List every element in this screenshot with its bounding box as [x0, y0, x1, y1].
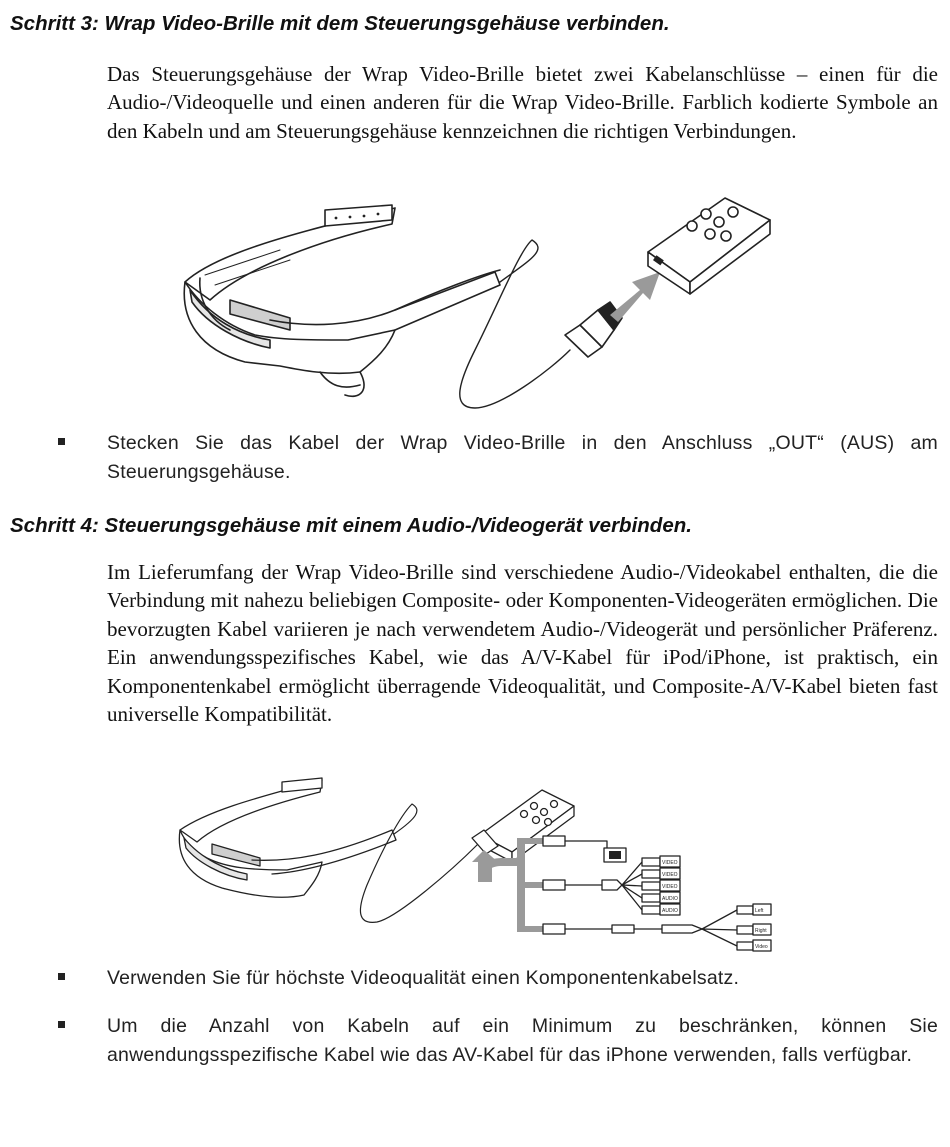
component-plug-label: AUDIO: [662, 896, 678, 902]
composite-plug-label: Right: [755, 928, 767, 934]
bullet-square-icon: [58, 1021, 65, 1028]
step4-paragraph: Im Lieferumfang der Wrap Video-Brille sind verschiedene Audio-/Videokabel enthalten, die die Verbindung mit nahezu beliebigen Composite- oder Komponenten-Videogeräten ermöglichen. Die bevorzugten Kabel variieren je nach verwendetem Audio-/Videogerät und persönlicher Präferenz. Ein anwendungsspezifisches Kabel, wie das A/V-Kabel für iPod/iPhone, ist praktisch, ein Komponentenkabel ermöglicht überragende Videoqualität, und Composite-A/V-Kabel bieten fast universelle Kompatibilität.: [107, 560, 938, 727]
goggles-cable-connector: [565, 302, 622, 357]
step4-bullet-text: Um die Anzahl von Kabeln auf ein Minimum zu beschränken, können Sie anwendungsspezifische Kabel wie das AV-Kabel für das iPhone verwenden, falls verfügbar.: [107, 1015, 938, 1066]
video-goggles-illustration-small: [179, 778, 396, 897]
composite-plug-label: Video: [755, 944, 768, 950]
bullet-square-icon: [58, 438, 65, 445]
step3-bullet-text: Stecken Sie das Kabel der Wrap Video-Brille in den Anschluss „OUT“ (AUS) am Steuerungsgehäuse.: [107, 432, 938, 483]
step3-paragraph: Das Steuerungsgehäuse der Wrap Video-Brille bietet zwei Kabelanschlüsse – einen für die Audio-/Videoquelle und einen anderen für die Wrap Video-Brille. Farblich kodierte Symbole an den Kabeln und am Steuerungsgehäuse kennzeichnen die richtigen Verbindungen.: [107, 62, 938, 143]
step3-heading: Schritt 3: Wrap Video-Brille mit dem Steuerungsgehäuse verbinden.: [10, 12, 670, 35]
component-plug-label: VIDEO: [662, 884, 678, 890]
app-specific-cable-illustration: [543, 836, 626, 862]
composite-plug-label: Left: [755, 908, 764, 914]
step4-bullet-item: [58, 1012, 938, 1069]
figure-control-box-to-av-cables: [172, 750, 787, 955]
step3-bullet-item: [58, 429, 938, 486]
component-cable-illustration: [543, 856, 680, 915]
connection-arrow-icon: [610, 272, 660, 322]
step4-bullet-text: Verwenden Sie für höchste Videoqualität einen Komponentenkabelsatz.: [107, 967, 740, 989]
component-plug-label: VIDEO: [662, 872, 678, 878]
step4-bullet-item: [58, 964, 938, 993]
video-goggles-illustration: [184, 205, 500, 396]
control-box-illustration: [648, 198, 770, 294]
figure-goggles-to-control-box: [170, 190, 780, 415]
component-plug-label: AUDIO: [662, 908, 678, 914]
step4-heading: Schritt 4: Steuerungsgehäuse mit einem Audio-/Videogerät verbinden.: [10, 514, 692, 537]
component-plug-label: VIDEO: [662, 860, 678, 866]
bullet-square-icon: [58, 973, 65, 980]
